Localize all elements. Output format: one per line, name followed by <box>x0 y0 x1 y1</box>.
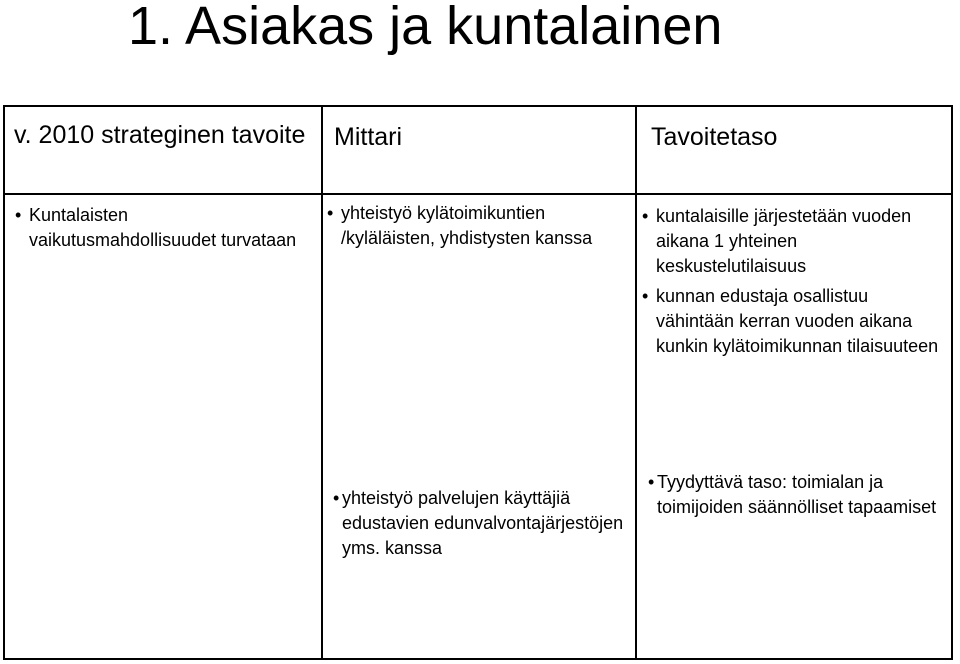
bullet-icon: • <box>642 206 649 226</box>
bullet-icon: • <box>327 203 334 223</box>
target-text-1: kuntalaisille järjestetään vuoden aikana 1 yhteinen keskustelutilaisuus <box>656 206 912 276</box>
goal-text: Kuntalaisten vaikutusmahdollisuudet turvataan <box>29 205 297 250</box>
list-item <box>333 486 628 561</box>
slide-title: 1. Asiakas ja kuntalainen <box>128 0 723 56</box>
target-text-2: kunnan edustaja osallistuu vähintään kerran vuoden aikana kunkin kylätoimikunnan tilaisuuteen <box>656 286 939 356</box>
metric-cell <box>327 201 632 256</box>
metric-text-2: yhteistyö palvelujen käyttäjiä edustavien edunvalvontajärjestöjen yms. kanssa <box>342 488 624 558</box>
list-item <box>648 470 948 520</box>
bullet-icon: • <box>15 205 22 225</box>
strategy-table <box>3 105 953 660</box>
column-divider <box>635 107 637 658</box>
header-divider <box>5 193 951 195</box>
header-target-cell <box>651 121 946 153</box>
header-goal: v. 2010 strateginen tavoite <box>14 121 306 149</box>
header-metric: Mittari <box>334 123 403 151</box>
target-text-3: Tyydyttävä taso: toimialan ja toimijoiden säännölliset tapaamiset <box>657 472 937 517</box>
list-item <box>642 284 950 359</box>
target-cell <box>642 204 950 364</box>
list-item <box>327 201 632 251</box>
metric-cell-2 <box>333 486 628 566</box>
list-item <box>15 203 315 253</box>
header-goal-cell <box>14 119 314 151</box>
header-metric-cell <box>334 121 624 153</box>
header-target: Tavoitetaso <box>651 123 778 151</box>
bullet-icon: • <box>642 286 649 306</box>
list-item <box>642 204 950 279</box>
metric-text-1: yhteistyö kylätoimikuntien /kyläläisten, yhdistysten kanssa <box>341 203 593 248</box>
bullet-icon: • <box>333 488 340 508</box>
goal-cell <box>15 203 315 258</box>
column-divider <box>321 107 323 658</box>
bullet-icon: • <box>648 472 655 492</box>
target-cell-2 <box>648 470 948 520</box>
